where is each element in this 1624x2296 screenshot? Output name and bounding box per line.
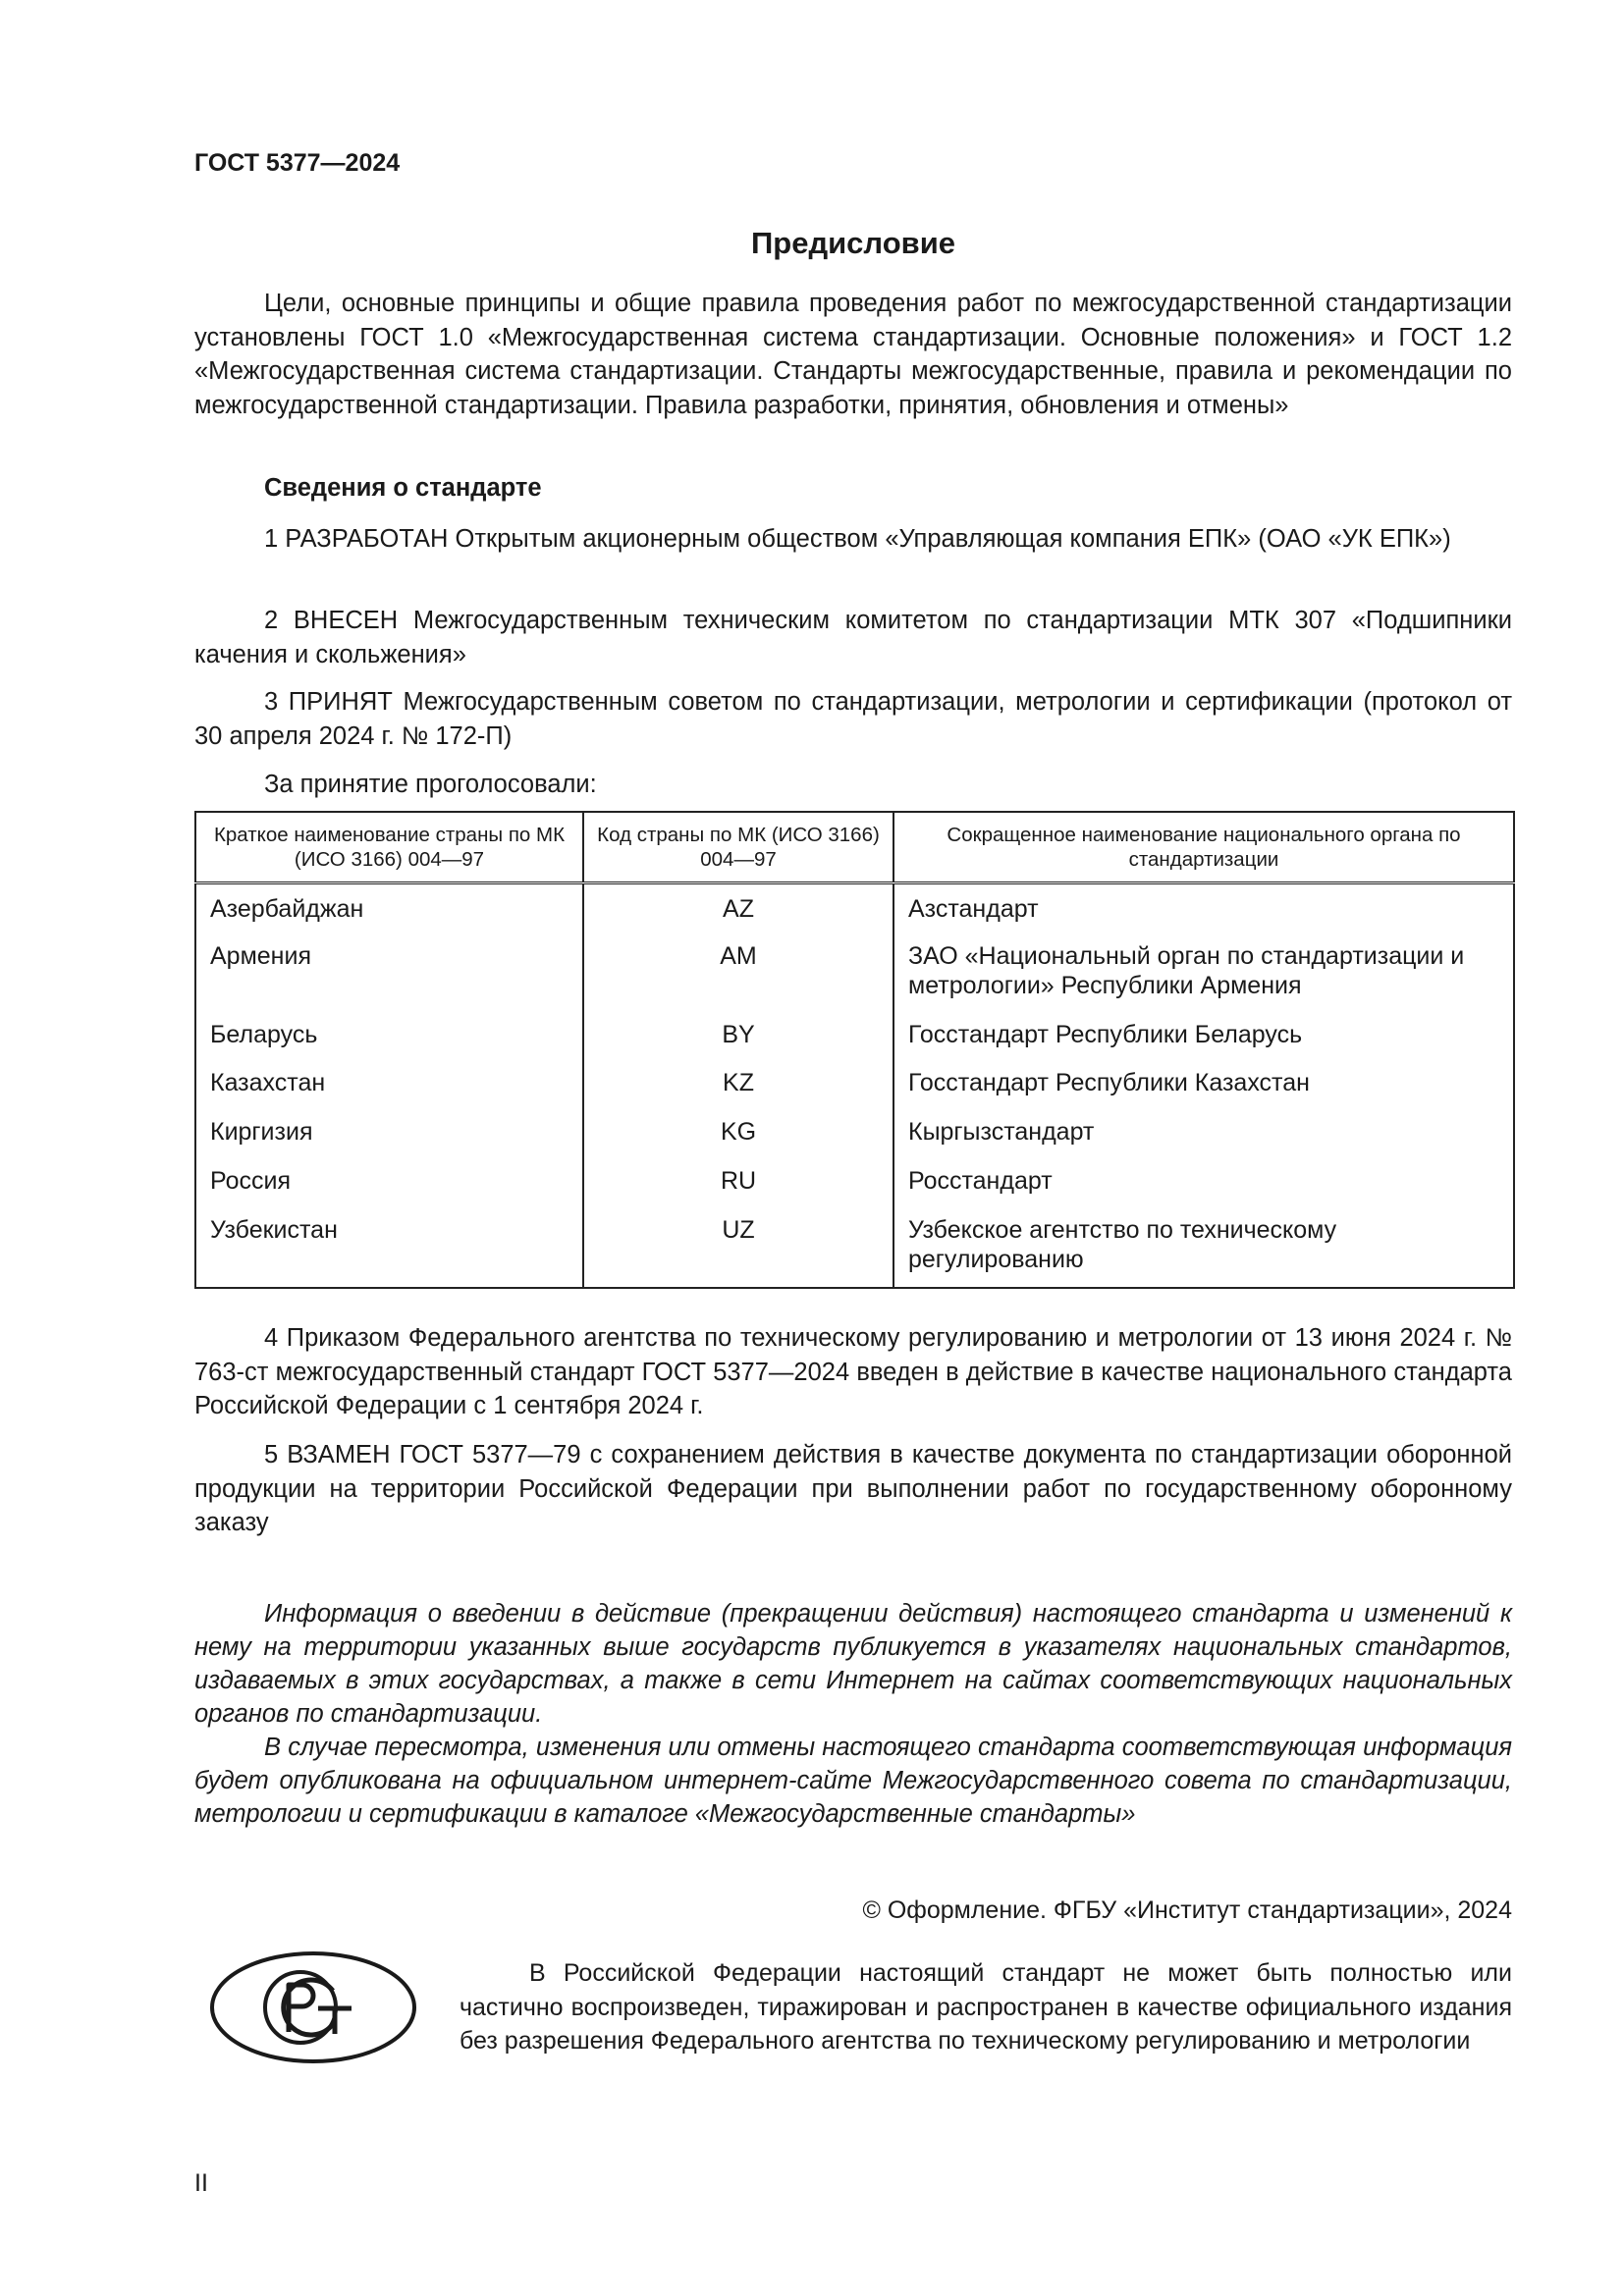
- country-cell: Армения: [210, 941, 311, 970]
- vote-caption: За принятие проголосовали:: [264, 771, 597, 798]
- body-cell: Госстандарт Республики Беларусь: [893, 1020, 1514, 1068]
- item-5-replaces: 5 ВЗАМЕН ГОСТ 5377—79 с сохранением действия в качестве документа по стандартизации оборонной продукции на территории Российской Федерации при выполнении работ по государственному оборонному заказу: [194, 1441, 1512, 1536]
- item-4-order: 4 Приказом Федерального агентства по техническому регулированию и метрологии от 13 июня 2024 г. № 763-ст межгосударственный стандарт ГОСТ 5377—2024 введен в действие в качестве национального стандарта Российской Федерации с 1 сентября 2024 г.: [194, 1324, 1512, 1419]
- table-row: [195, 883, 1514, 941]
- country-cell: Азербайджан: [210, 895, 364, 923]
- header-country-name: Краткое наименование страны по МК (ИСО 3166) 004—97: [195, 812, 583, 883]
- table-row: [195, 1166, 1514, 1215]
- body-cell: Азстандарт: [893, 883, 1514, 941]
- body-cell: Кыргызстандарт: [893, 1117, 1514, 1166]
- code-cell: RU: [583, 1166, 893, 1215]
- copyright-line: © Оформление. ФГБУ «Институт стандартизации», 2024: [862, 1896, 1512, 1924]
- voting-countries-table: [194, 811, 1515, 1289]
- item-2-introduced: 2 ВНЕСЕН Межгосударственным техническим комитетом по стандартизации МТК 307 «Подшипники качения и скольжения»: [194, 607, 1512, 668]
- header-standards-body: Сокращенное наименование национального органа по стандартизации: [893, 812, 1514, 883]
- body-cell: Росстандарт: [893, 1166, 1514, 1215]
- item-1-developed: 1 РАЗРАБОТАН Открытым акционерным обществом «Управляющая компания ЕПК» (ОАО «УК ЕПК»): [264, 525, 1451, 553]
- body-cell: Узбекское агентство по техническому регулированию: [893, 1215, 1514, 1288]
- notice-paragraph-2: В случае пересмотра, изменения или отмены настоящего стандарта соответствующая информация будет опубликована на официальном интернет-сайте Межгосударственного совета по стандартизации, метрологии и сертификации в каталоге «Межгосударственные стандарты»: [194, 1734, 1512, 1828]
- country-cell: Киргизия: [210, 1117, 313, 1146]
- page-title: Предисловие: [750, 226, 955, 260]
- code-cell: BY: [583, 1020, 893, 1068]
- table-row: [195, 1068, 1514, 1117]
- table-row: [195, 1215, 1514, 1288]
- table-row: [195, 1117, 1514, 1166]
- rst-logo-icon: [208, 1949, 418, 2070]
- notice-paragraph-1: Информация о введении в действие (прекращении действия) настоящего стандарта и изменений к нему на территории указанных выше государств публикуется в указателях национальных стандартов, издаваемых в этих государствах, а также в сети Интернет на сайтах соответствующих национальных органов по стандартизации.: [194, 1600, 1512, 1728]
- code-cell: KG: [583, 1117, 893, 1166]
- section-heading: Сведения о стандарте: [264, 474, 542, 502]
- table-header-row: [195, 812, 1514, 883]
- code-cell: KZ: [583, 1068, 893, 1117]
- code-cell: AM: [583, 941, 893, 1020]
- header-country-code: Код страны по МК (ИСО 3166) 004—97: [583, 812, 893, 883]
- country-cell: Беларусь: [210, 1020, 318, 1048]
- document-number: ГОСТ 5377—2024: [194, 149, 401, 177]
- body-cell: ЗАО «Национальный орган по стандартизации и метрологии» Республики Армения: [893, 941, 1514, 1020]
- copyright-notice: В Российской Федерации настоящий стандарт не может быть полностью или частично воспроизведен, тиражирован и распространен в качестве официального издания без разрешения Федерального агентства по техническому регулированию и метрологии: [460, 1959, 1512, 2055]
- table-row: [195, 941, 1514, 1020]
- intro-paragraph: Цели, основные принципы и общие правила проведения работ по межгосударственной стандартизации установлены ГОСТ 1.0 «Межгосударственная система стандартизации. Основные положения» и ГОСТ 1.2 «Межгосударственная система стандартизации. Стандарты межгосударственные, правила и рекомендации по межгосударственной стандартизации. Правила разработки, принятия, обновления и отмены»: [194, 290, 1512, 419]
- table-row: [195, 1020, 1514, 1068]
- body-cell: Госстандарт Республики Казахстан: [893, 1068, 1514, 1117]
- country-cell: Россия: [210, 1166, 291, 1195]
- code-cell: UZ: [583, 1215, 893, 1288]
- page-number: II: [194, 2169, 208, 2197]
- code-cell: AZ: [583, 883, 893, 941]
- country-cell: Казахстан: [210, 1068, 326, 1096]
- country-cell: Узбекистан: [210, 1215, 338, 1244]
- item-3-adopted: 3 ПРИНЯТ Межгосударственным советом по стандартизации, метрологии и сертификации (протокол от 30 апреля 2024 г. № 172-П): [194, 688, 1512, 750]
